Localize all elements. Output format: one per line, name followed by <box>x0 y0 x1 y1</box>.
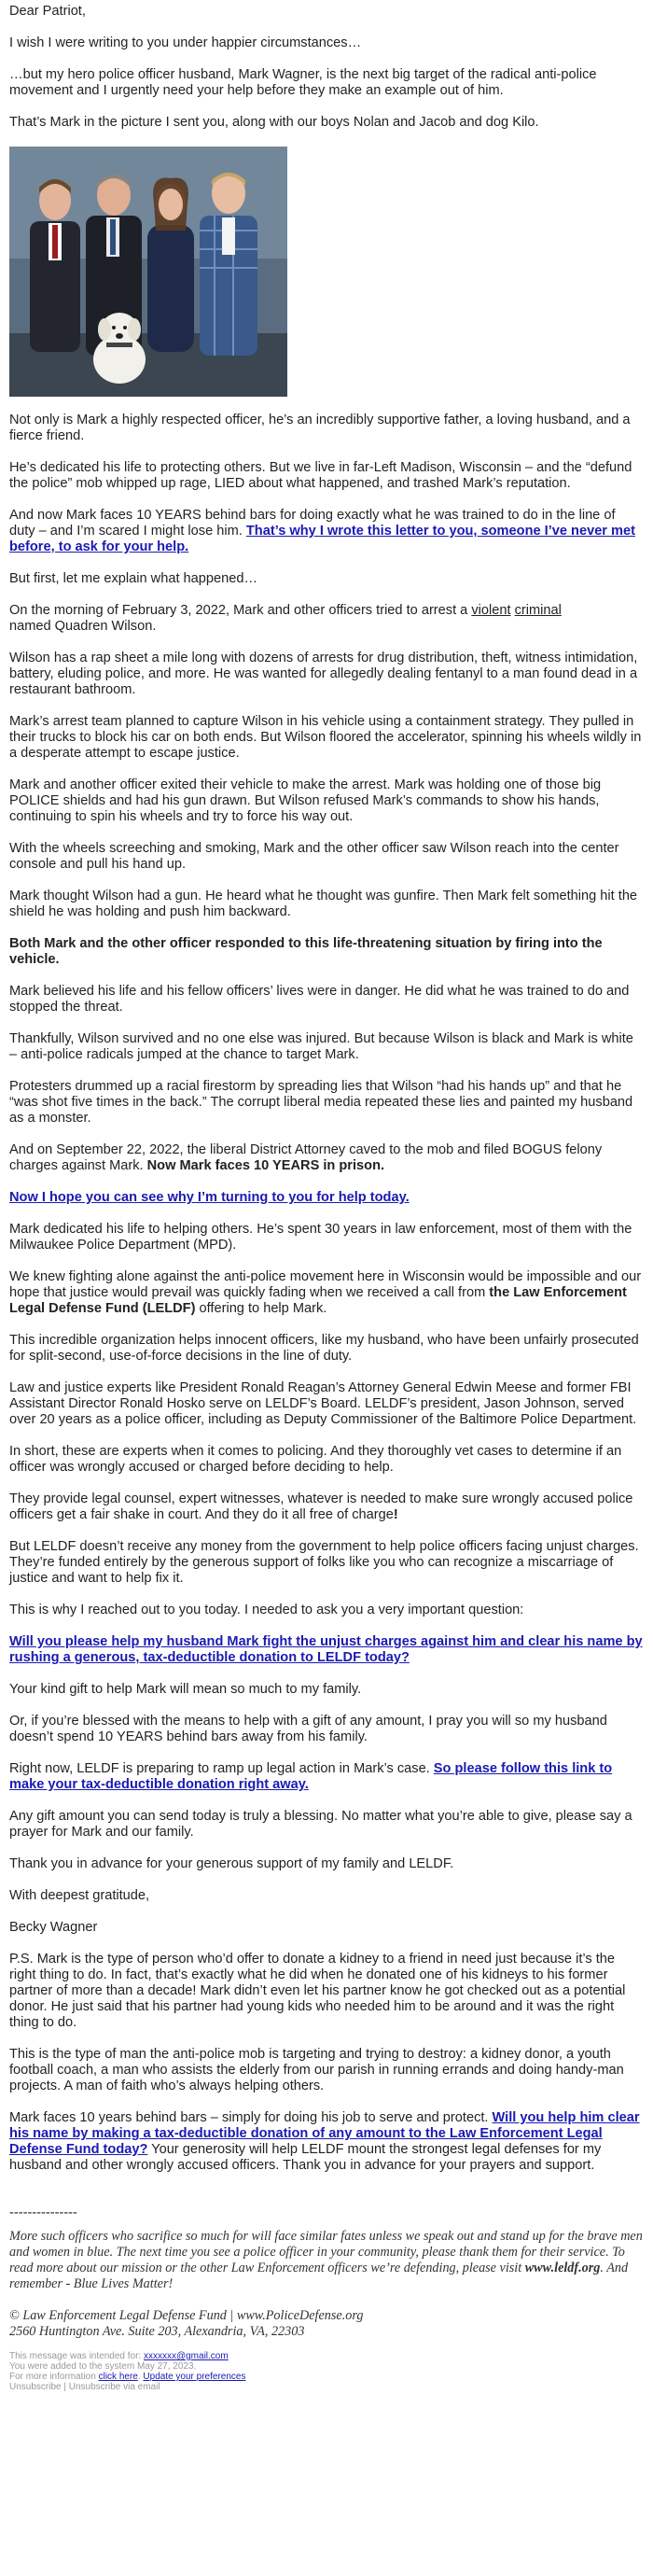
paragraph <box>9 2110 644 2174</box>
paragraph-text: We knew fighting alone against the anti-police movement here in Wisconsin would be impossible and our hope that justice would prevail was quickly fading when we received a call from <box>9 1269 642 1300</box>
address-line: 2560 Huntington Ave. Suite 203, Alexandria, VA, 22303 <box>9 2324 305 2339</box>
paragraph-text: And now Mark faces 10 YEARS behind bars for doing exactly what he was trained to do in the line of duty – and I’m scared I might lose him. <box>9 508 616 539</box>
footer-small-print <box>9 2351 644 2392</box>
footer-separator: --------------- <box>9 2205 77 2220</box>
bold-text: Now Mark faces 10 YEARS in prison. <box>146 1158 385 1173</box>
paragraph: Mark thought Wilson had a gun. He heard what he thought was gunfire. Then Mark felt something hit the shield he was holding and push him backward. <box>9 889 638 919</box>
paragraph: Your kind gift to help Mark will mean so much to my family. <box>9 1682 362 1697</box>
underlined-word: criminal <box>514 603 562 618</box>
family-photo <box>9 147 287 397</box>
paragraph: Or, if you’re blessed with the means to help with a gift of any amount, I pray you will so my husband doesn’t spend 10 YEARS behind bars away from his family. <box>9 1714 607 1744</box>
paragraph <box>9 1634 644 1666</box>
dog-figure <box>93 313 146 384</box>
footer-text: . And remember - Blue Lives Matter! <box>9 2261 629 2291</box>
paragraph: This is the type of man the anti-police mob is targeting and trying to destroy: a kidney donor, a youth football coach, a man who assists the elderly from our parish in running errands and doing handy-man projects. A man of faith who’s always helping others. <box>9 2047 624 2093</box>
paragraph: Any gift amount you can send today is truly a blessing. No matter what you’re able to give, please say a prayer for Mark and our family. <box>9 1809 632 1840</box>
paragraph-text: They provide legal counsel, expert witnesses, whatever is needed to make sure wrongly accused police officers get a fair shake in court. And they do it all free of charge <box>9 1491 633 1522</box>
paragraph: Mark and another officer exited their vehicle to make the arrest. Mark was holding one of those big POLICE shields and had his gun drawn. But Wilson refused Mark’s commands to show his hands, continuing to spin his wheels and try to force his way out. <box>9 777 602 824</box>
paragraph-text: named Quadren Wilson. <box>9 619 157 634</box>
update-preferences-link[interactable]: Update your preferences <box>143 2372 246 2382</box>
paragraph: But LELDF doesn’t receive any money from the government to help police officers facing unjust charges. They’re funded entirely by the generous support of folks like you who can recognize a miscarriage of justice and want to help fix it. <box>9 1539 639 1586</box>
paragraph-text: offering to help Mark. <box>195 1301 327 1316</box>
unsubscribe-line[interactable]: Unsubscribe | Unsubscribe via email <box>9 2382 160 2392</box>
closing: With deepest gratitude, <box>9 1888 150 1903</box>
footer-message <box>9 2229 644 2292</box>
help-letter-link[interactable]: That’s why I wrote this letter to you, someone I’ve never met before, to ask for your help. <box>9 524 635 554</box>
family-photo-illustration <box>9 147 287 397</box>
info-separator: . <box>137 2372 144 2382</box>
paragraph <box>9 1491 644 1523</box>
paragraph: But first, let me explain what happened… <box>9 571 258 586</box>
ps-donate-link[interactable]: Will you help him clear his name by making a tax-deductible donation of any amount to the Law Enforcement Legal Defense Fund today? <box>9 2110 640 2157</box>
paragraph: Mark dedicated his life to helping others. He’s spent 30 years in law enforcement, most of them with the Milwaukee Police Department (MPD). <box>9 1222 632 1253</box>
paragraph <box>9 508 644 555</box>
paragraph: That’s Mark in the picture I sent you, along with our boys Nolan and Jacob and dog Kilo. <box>9 115 539 130</box>
paragraph: In short, these are experts when it comes to policing. And they thoroughly vet cases to determine if an officer was wrongly accused or charged before deciding to help. <box>9 1444 622 1475</box>
paragraph: …but my hero police officer husband, Mark Wagner, is the next big target of the radical anti-police movement and I urgently need your help before they make an example out of him. <box>9 67 597 98</box>
paragraph: With the wheels screeching and smoking, Mark and the other officer saw Wilson reach into the center console and pull his hand up. <box>9 841 619 872</box>
paragraph: This incredible organization helps innocent officers, like my husband, who have been unfairly prosecuted for split-second, use-of-force decisions in the line of duty. <box>9 1333 639 1364</box>
paragraph <box>9 603 644 635</box>
org-line: © Law Enforcement Legal Defense Fund | www.PoliceDefense.org <box>9 2308 364 2323</box>
paragraph: Thankfully, Wilson survived and no one else was injured. But because Wilson is black and Mark is white – anti-police radicals jumped at the chance to target Mark. <box>9 1031 633 1062</box>
greeting: Dear Patriot, <box>9 4 86 19</box>
paragraph-text: Mark faces 10 years behind bars – simply for doing his job to serve and protect. <box>9 2110 493 2125</box>
click-here-link[interactable]: click here <box>98 2372 138 2382</box>
paragraph <box>9 1142 644 1174</box>
paragraph-text: Your generosity will help LELDF mount the strongest legal defenses for my husband and other wrongly accused officers. Thank you in advance for your prayers and support. <box>9 2142 602 2173</box>
paragraph <box>9 1190 644 1206</box>
paragraph: Thank you in advance for your generous support of my family and LELDF. <box>9 1856 454 1871</box>
bold-text: the Law Enforcement Legal Defense Fund (LELDF) <box>9 1285 627 1316</box>
bold-text: ! <box>393 1507 398 1522</box>
added-line: You were added to the system May 27, 2023. <box>9 2361 197 2372</box>
paragraph-text: On the morning of February 3, 2022, Mark and other officers tried to arrest a <box>9 603 472 618</box>
paragraph: Law and justice experts like President Ronald Reagan’s Attorney General Edwin Meese and former FBI Assistant Director Ronald Hosko serve on LELDF’s Board. LELDF’s president, Jason Johnson, served over 20 years as a police officer, including as Deputy Commissioner of the Baltimore Police Department. <box>9 1380 637 1427</box>
paragraph: He’s dedicated his life to protecting others. But we live in far-Left Madison, Wisconsin – and the “defund the police” mob whipped up rage, LIED about what happened, and trashed Mark’s reputation. <box>9 460 632 491</box>
info-line <box>9 2372 644 2382</box>
signature: Becky Wagner <box>9 1920 98 1935</box>
paragraph: Mark’s arrest team planned to capture Wilson in his vehicle using a containment strategy. They pulled in their trucks to block his car on both ends. But Wilson floored the accelerator, spinning his wheels wildly in a desperate attempt to escape justice. <box>9 714 642 761</box>
paragraph: I wish I were writing to you under happier circumstances… <box>9 35 362 50</box>
help-today-link[interactable]: Now I hope you can see why I’m turning to you for help today. <box>9 1190 410 1205</box>
underlined-word: violent <box>471 603 511 618</box>
footer-text: More such officers who sacrifice so much for will face similar fates unless we speak out and stand up for the brave men and women in blue. The next time you see a police officer in your community, please thank them for their service. To read more about our mission or the other Law Enforcement officers we’re defending, please visit <box>9 2229 643 2275</box>
paragraph: Wilson has a rap sheet a mile long with dozens of arrests for drug distribution, theft, witness intimidation, battery, eluding police, and more. He was wanted for allegedly dealing fentanyl to a man found dead in a restaurant bathroom. <box>9 651 638 697</box>
donate-link[interactable]: Will you please help my husband Mark fight the unjust charges against him and clear his name by rushing a generous, tax-deductible donation to LELDF today? <box>9 1634 643 1665</box>
person-3-figure <box>147 178 194 352</box>
intended-label: This message was intended for: <box>9 2351 144 2361</box>
footer-org <box>9 2308 644 2340</box>
bold-paragraph: Both Mark and the other officer responded to this life-threatening situation by firing into the vehicle. <box>9 936 603 967</box>
paragraph: Protesters drummed up a racial firestorm by spreading lies that Wilson “had his hands up” and that he “was shot five times in the back.” The corrupt liberal media repeated these lies and painted my husband as a monster. <box>9 1079 633 1126</box>
intended-line <box>9 2351 644 2361</box>
info-label: For more information <box>9 2372 99 2382</box>
footer-site: www.leldf.org <box>524 2261 601 2275</box>
paragraph <box>9 1761 644 1793</box>
paragraph <box>9 1269 644 1317</box>
paragraph: This is why I reached out to you today. I needed to ask you a very important question: <box>9 1603 524 1617</box>
paragraph-text: And on September 22, 2022, the liberal District Attorney caved to the mob and filed BOGUS felony charges against Mark. <box>9 1142 603 1173</box>
postscript: P.S. Mark is the type of person who’d offer to donate a kidney to a friend in need just because it’s the right thing to do. In fact, that’s exactly what he did when he donated one of his kidneys to his former partner of more than a decade! Mark didn’t even let his partner know he got checked out as a potential donor. He just said that his partner had young kids who needed him to be around and it was the right thing to do. <box>9 1952 626 2030</box>
paragraph-text: Right now, LELDF is preparing to ramp up legal action in Mark’s case. <box>9 1761 434 1776</box>
donation-follow-link[interactable]: So please follow this link to make your tax-deductible donation right away. <box>9 1761 613 1792</box>
paragraph: Not only is Mark a highly respected officer, he’s an incredibly supportive father, a loving husband, and a fierce friend. <box>9 413 631 443</box>
intended-email-link[interactable]: xxxxxxx@gmail.com <box>143 2351 229 2361</box>
paragraph: Mark believed his life and his fellow officers’ lives were in danger. He did what he was trained to do and stopped the threat. <box>9 984 630 1015</box>
